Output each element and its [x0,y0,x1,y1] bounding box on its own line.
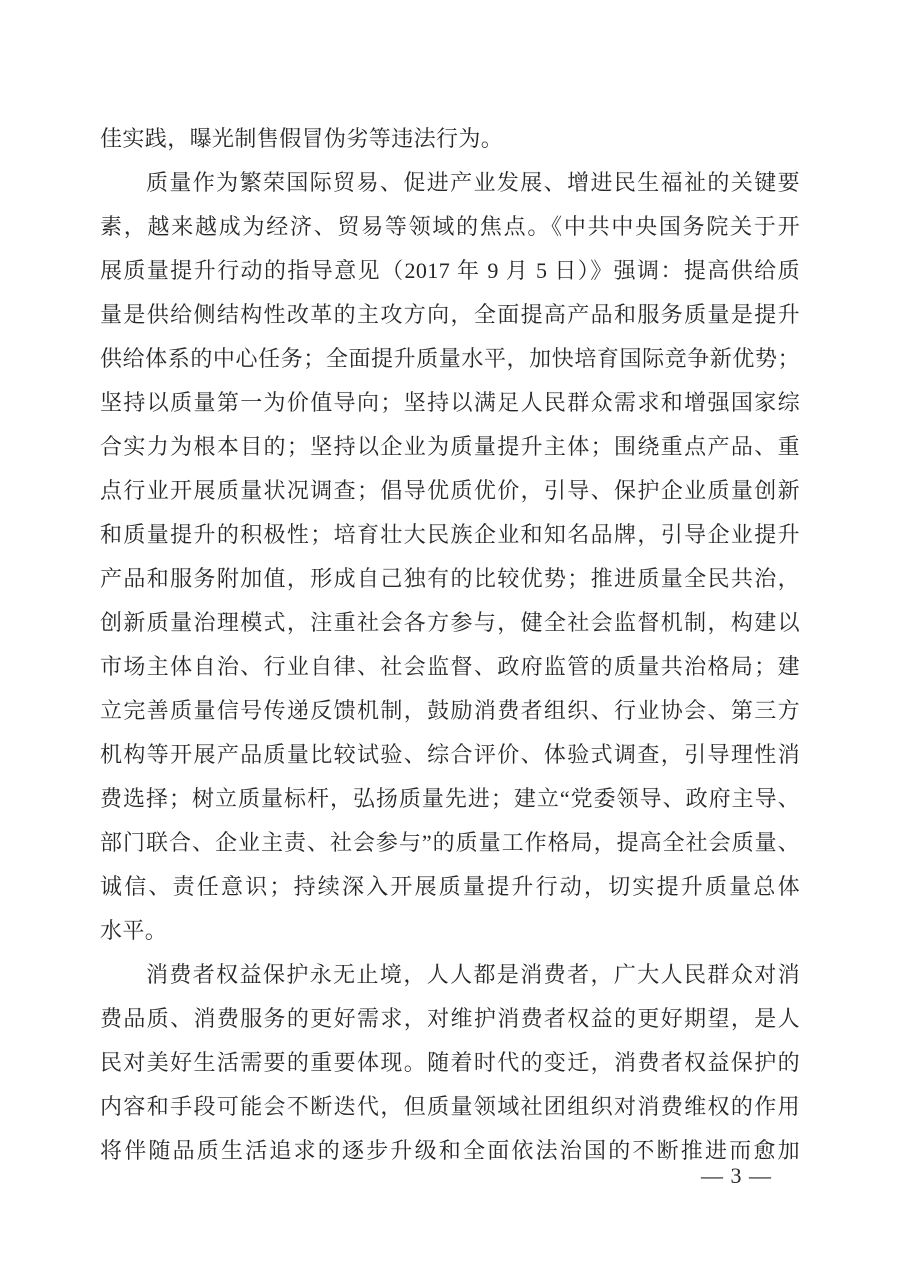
text-line: 费品质、消费服务的更好需求，对维护消费者权益的更好期望，是人 [100,1006,800,1031]
text-line: 费选择；树立质量标杆，弘扬质量先进；建立“党委领导、政府主导、 [100,786,800,811]
text-line: 展质量提升行动的指导意见（2017 年 9 月 5 日）》强调：提高供给质 [100,258,800,283]
text-line: 市场主体自治、行业自律、社会监督、政府监管的质量共治格局；建 [100,654,800,679]
text-line: 机构等开展产品质量比较试验、综合评价、体验式调查，引导理性消 [100,742,800,767]
text-line: 消费者权益保护永无止境，人人都是消费者，广大人民群众对消 [146,962,800,987]
text-line: 供给体系的中心任务；全面提升质量水平，加快培育国际竞争新优势； [100,346,800,371]
text-line: 合实力为根本目的；坚持以企业为质量提升主体；围绕重点产品、重 [100,434,800,459]
document-body [100,117,800,1173]
text-line: 水平。 [100,918,168,943]
text-line: 产品和服务附加值，形成自己独有的比较优势；推进质量全民共治， [100,566,800,591]
text-line: 诚信、责任意识；持续深入开展质量提升行动，切实提升质量总体 [100,874,800,899]
text-line: 将伴随品质生活追求的逐步升级和全面依法治国的不断推进而愈加 [100,1138,800,1163]
text-line: 创新质量治理模式，注重社会各方参与，健全社会监督机制，构建以 [100,610,800,635]
text-line: 坚持以质量第一为价值导向；坚持以满足人民群众需求和增强国家综 [100,390,800,415]
text-line: 点行业开展质量状况调查；倡导优质优价，引导、保护企业质量创新 [100,478,800,503]
text-line: 民对美好生活需要的重要体现。随着时代的变迁，消费者权益保护的 [100,1050,800,1075]
text-line: 质量作为繁荣国际贸易、促进产业发展、增进民生福祉的关键要 [146,170,800,195]
text-line: 部门联合、企业主责、社会参与”的质量工作格局，提高全社会质量、 [100,830,800,855]
text-line: 佳实践，曝光制售假冒伪劣等违法行为。 [100,126,504,151]
page-number: — 3 — [701,1163,772,1188]
text-line: 和质量提升的积极性；培育壮大民族企业和知名品牌，引导企业提升 [100,522,800,547]
text-line: 立完善质量信号传递反馈机制，鼓励消费者组织、行业协会、第三方 [100,698,800,723]
text-line: 内容和手段可能会不断迭代，但质量领域社团组织对消费维权的作用 [100,1094,800,1119]
text-line: 素，越来越成为经济、贸易等领域的焦点。《中共中央国务院关于开 [100,214,800,239]
text-line: 量是供给侧结构性改革的主攻方向，全面提高产品和服务质量是提升 [100,302,800,327]
